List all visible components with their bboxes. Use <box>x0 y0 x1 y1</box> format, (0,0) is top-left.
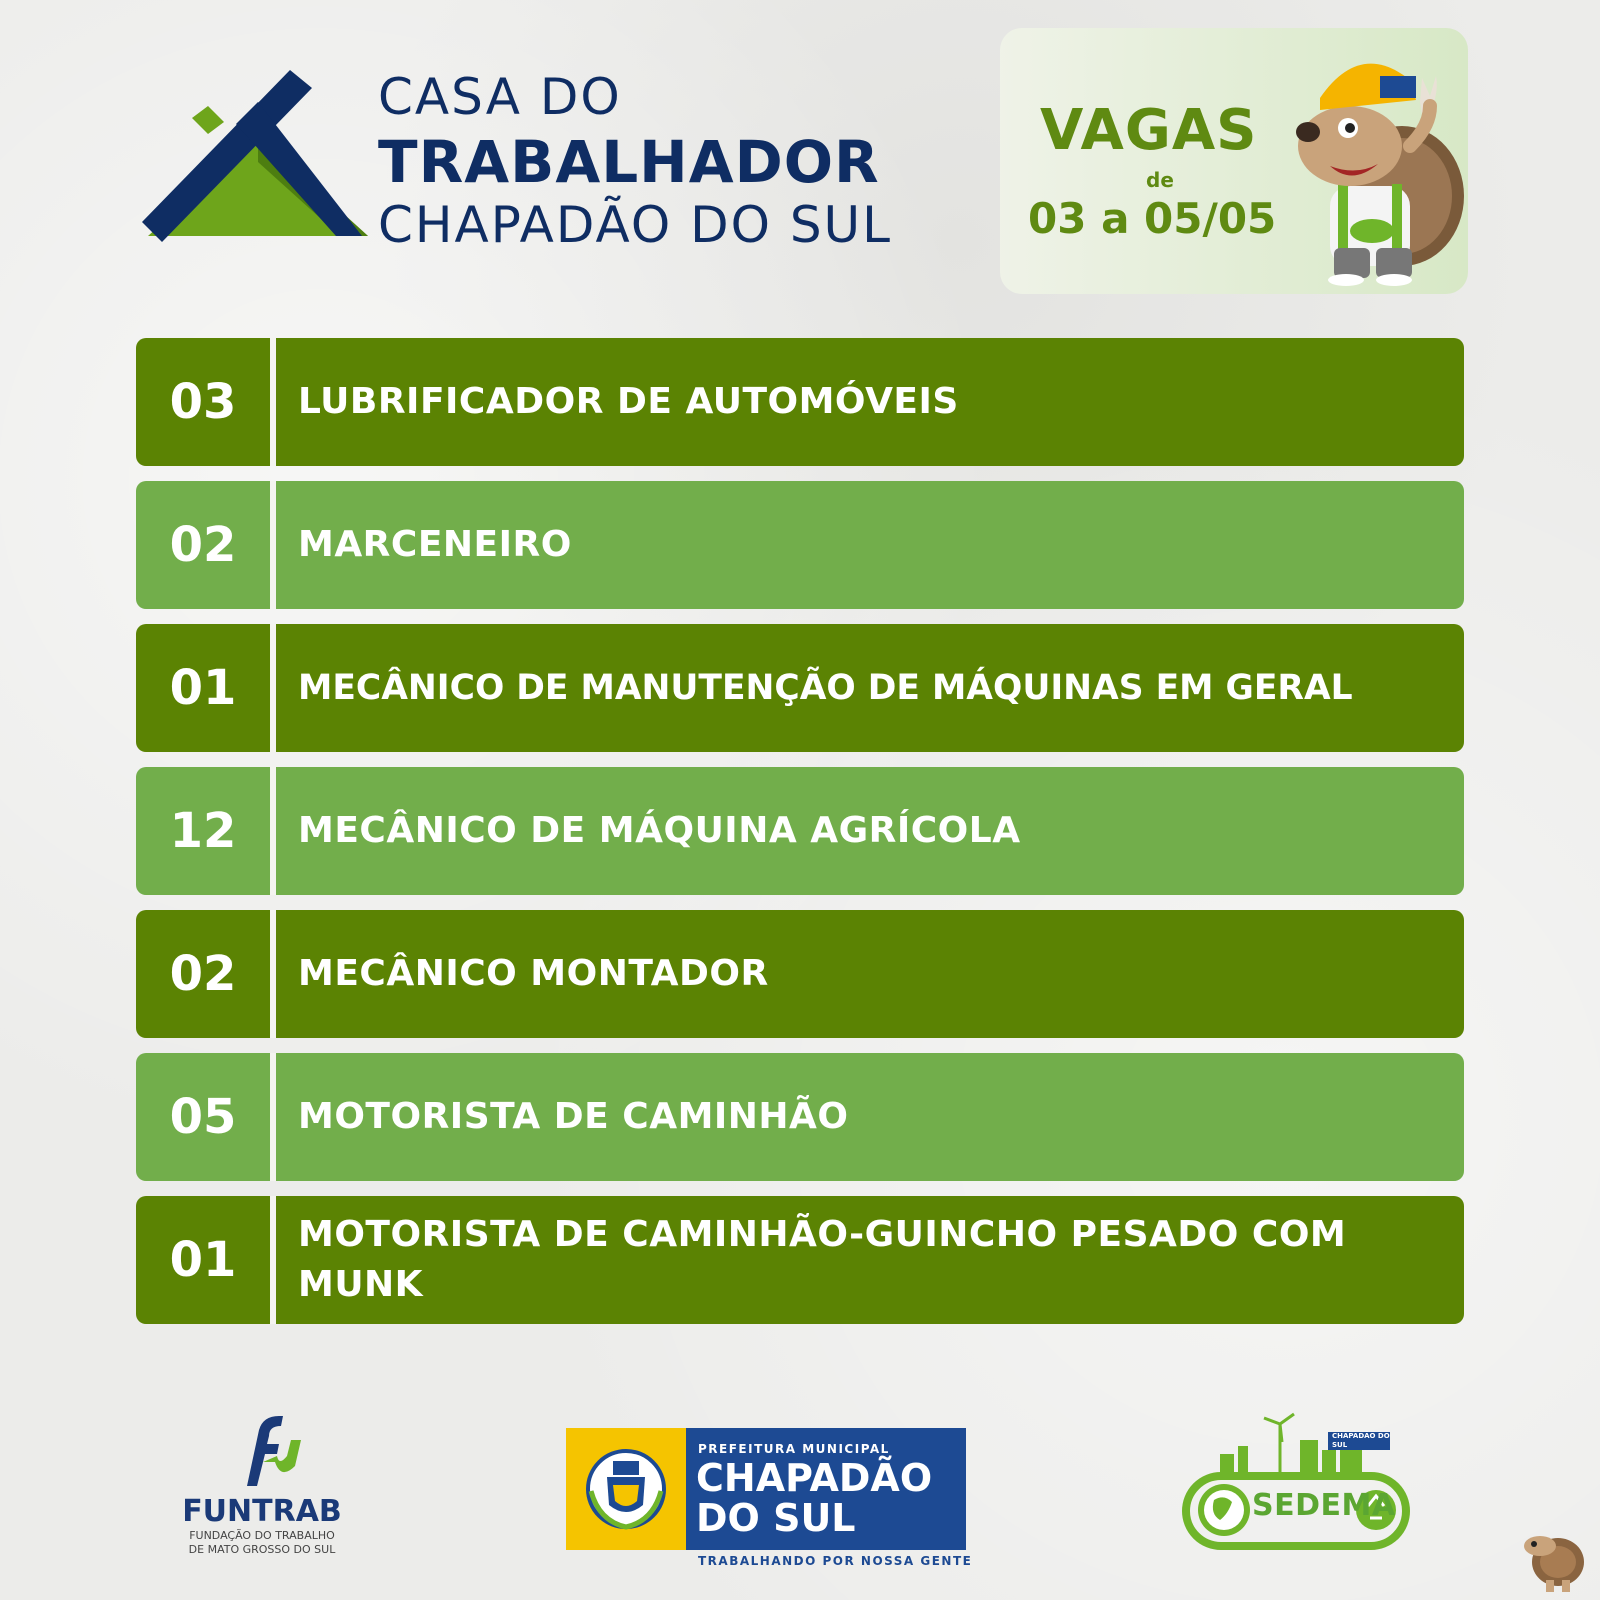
job-title: LUBRIFICADOR DE AUTOMÓVEIS <box>298 381 959 422</box>
job-title: MECÂNICO DE MANUTENÇÃO DE MÁQUINAS EM GERAL <box>298 668 1353 708</box>
job-count: 02 <box>169 946 237 1002</box>
armadillo-mascot-icon <box>1290 36 1470 286</box>
job-title: MECÂNICO MONTADOR <box>298 953 769 994</box>
job-title: MOTORISTA DE CAMINHÃO-GUINCHO PESADO COM MUNK <box>298 1214 1347 1305</box>
job-title: MARCENEIRO <box>298 524 572 565</box>
prefeitura-text-panel <box>686 1428 966 1550</box>
job-row <box>136 1053 1464 1181</box>
job-count: 03 <box>169 374 237 430</box>
house-roof-logo-icon <box>140 66 380 246</box>
vagas-connector: de <box>1146 168 1174 192</box>
funtrab-name: FUNTRAB <box>182 1494 342 1529</box>
job-count: 05 <box>169 1089 237 1145</box>
prefeitura-city-line2: DO SUL <box>696 1496 856 1540</box>
job-row <box>136 624 1464 752</box>
armadillo-mascot-icon <box>1520 1518 1590 1594</box>
brand-line-city: CHAPADÃO DO SUL <box>378 196 893 254</box>
sedema-logo <box>1180 1410 1420 1560</box>
sedema-name: SEDEMA <box>1252 1488 1396 1523</box>
job-row <box>136 338 1464 466</box>
job-title: MOTORISTA DE CAMINHÃO <box>298 1096 849 1137</box>
job-count: 01 <box>169 660 237 716</box>
vagas-date-range: 03 a 05/05 <box>1028 194 1277 243</box>
job-count: 01 <box>169 1232 237 1288</box>
funtrab-logo <box>172 1410 352 1560</box>
brand-line-trabalhador: TRABALHADOR <box>378 128 880 196</box>
prefeitura-slogan: TRABALHANDO POR NOSSA GENTE <box>698 1554 973 1568</box>
city-crest-icon <box>583 1441 669 1537</box>
prefeitura-city-line1: CHAPADÃO <box>696 1456 933 1500</box>
job-openings-table <box>136 338 1464 1339</box>
job-row <box>136 910 1464 1038</box>
job-row <box>136 481 1464 609</box>
job-row <box>136 1196 1464 1324</box>
job-count: 12 <box>169 803 237 859</box>
prefeitura-logo <box>566 1428 973 1570</box>
funtrab-subtitle-2: DE MATO GROSSO DO SUL <box>188 1543 336 1556</box>
sedema-city-badge: CHAPADÃO DO SUL <box>1328 1432 1390 1450</box>
city-crest-container <box>566 1428 686 1550</box>
vagas-title: VAGAS <box>1040 98 1258 163</box>
prefeitura-label: PREFEITURA MUNICIPAL <box>698 1442 890 1456</box>
job-row <box>136 767 1464 895</box>
job-title: MECÂNICO DE MÁQUINA AGRÍCOLA <box>298 810 1021 851</box>
brand-line-casa-do: CASA DO <box>378 68 622 126</box>
funtrab-subtitle-1: FUNDAÇÃO DO TRABALHO <box>189 1529 335 1542</box>
job-count: 02 <box>169 517 237 573</box>
funtrab-logo-icon <box>217 1410 307 1490</box>
